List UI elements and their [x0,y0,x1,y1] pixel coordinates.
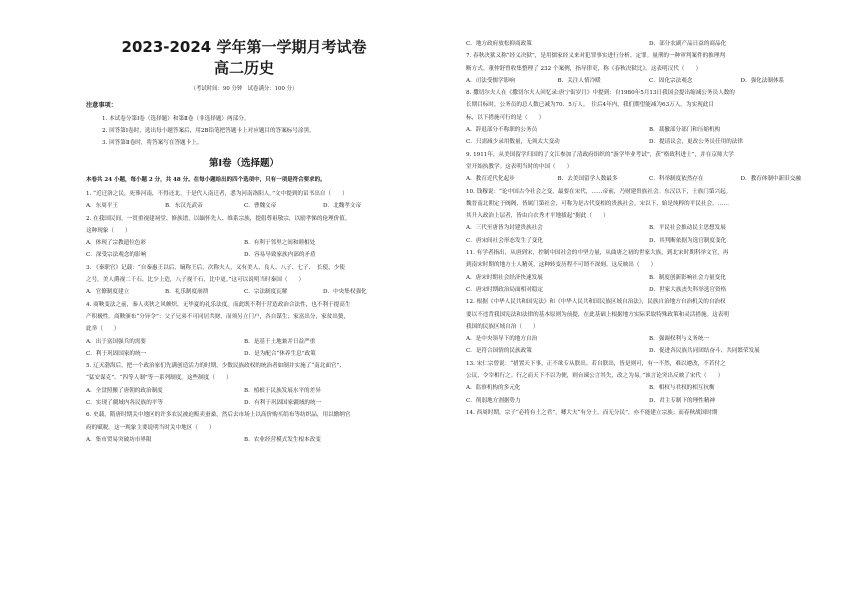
answer-option: D．强化法制体系 [740,77,785,84]
question-block [86,213,402,262]
answer-option: D．容易导致家族内部的矛盾 [244,252,316,259]
option-group [466,173,832,185]
question-stem: 10. 钱穆说：“论中国古今社会之变，最要在宋代，……帝前，乃财建贵族社会。东汉以下，士族门第兴起。 [466,188,732,195]
option-group [466,272,832,284]
answer-option: A．东周平王 [86,203,119,210]
answer-option: A．官僚制度建立 [86,289,130,296]
answer-option: D．北魏孝文帝 [323,203,362,210]
answer-option: C．科举制度依然存在 [649,176,704,183]
exam-title: 2023-2024 学年第一学期月考试卷 [121,38,367,56]
question-stem: 之号。美人爵视二千石，比少上造，八子视千石，比中更。”这可以说明当时秦国（ ） [86,277,305,284]
answer-option: A．出于富国强兵的需要 [86,338,146,345]
question-stem: 13. 宋仁宗曾说：“措置天下事，正不欲专从朕出。若自朕出，皆是则可，有一不然，难以遽改，不若付之 [466,360,726,367]
question-stem: 其升入政治上层者，皆由白衣秀才平地拔起”据此（ ） [466,213,609,220]
question-stem: 14. 西周时期，宗子“必将有土之君”，卿大夫“有分土，而无分民”，亦不能建立宗族；而春秋战国时期 [466,409,718,416]
question-stem: 魏晋南北朝定于阀阁，皆属门第社会，可称为是古代变相的贵族社会。宋以下，始是纯粹的平民社会。…… [466,200,729,207]
answer-option: A．全盘照搬了唐朝的政治制度 [86,387,163,394]
exam-subject: 高二历史 [213,59,274,77]
question-stem: 我国的民族区域自治（ ） [466,323,539,330]
answer-option: D．有利于巩固国家疆域的统一 [244,400,322,407]
question-stem: 7. 春秋决狱又称“经义决狱”，是用儒家经义来对犯罪事实进行分析、定罪。量刑的一种审判案件的推理判 [466,53,725,60]
option-group [466,333,832,345]
option-group [466,395,832,407]
option-group [86,286,402,298]
answer-option: D．是为配合“休养生息”政策 [244,350,316,357]
question-stem: 8. 撒切尔夫人在《撒切尔夫人回忆录:唐宁街岁月》中提到：自1980年5月13日我国会提出缩减公务员人数的 [466,90,735,97]
answer-option: C．宗法制度瓦解 [244,289,288,296]
answer-option: A．体现了宗教遗位色彩 [86,240,146,247]
option-group [86,200,402,212]
question-stem: 这种现象（ ） [86,227,131,234]
answer-option: C．利于巩固国家的统一 [86,350,147,357]
note-item: 3. 回答第Ⅱ卷时，将答案写在答题卡上。 [102,140,203,146]
option-group [466,284,832,296]
answer-option: B．相权与君权的相互抗衡 [649,385,715,392]
option-group [466,235,832,247]
answer-option: A．监察机构的多元化 [466,385,521,392]
answer-option: B．平民社会推动民主思想发展 [649,225,726,232]
question-stem: 3. 《秦职官》记载：“自秦惠王以后，嫡称王后，次称夫人，又有美人、良人、八子、七子、 长使、少使 [86,264,345,271]
option-group [466,136,832,148]
answer-option: C．是符合国情的民族政策 [466,348,532,355]
question-stem: 此举（ ） [86,326,120,333]
answer-option: B．裁撤部分部门和压缩机构 [649,127,721,134]
question-block [86,360,402,409]
answer-option: B．是基于土地兼并日益严重 [244,338,316,345]
question-block [86,262,402,299]
question-stem: 12. 根据《中华人民共和国宪法》和《中华人民共和国民族区域自治法》，民族自治地方自治机关的自治权 [466,299,726,306]
option-group [466,382,832,394]
answer-option: B．关注人情冷暖 [557,77,601,84]
answer-option: D．促进各民族共同团结奋斗、共同繁荣发展 [649,348,760,355]
answer-option: C．曹魏文帝 [244,203,277,210]
answer-option: B．有利于邻里之间和睦相处 [244,240,316,247]
question-stem: 堂开始执教学。这表明当时的中国（ ） [466,163,573,170]
option-group [466,38,832,50]
option-group [86,237,402,262]
answer-option: A．辞退部分不称职的公务员 [466,127,538,134]
option-group [466,222,832,234]
option-group [466,345,832,357]
answer-option: A．三代至唐皆为封建贵族社会 [466,225,543,232]
question-stem: 产积极性。商鞅颁布“分异令”：父子兄弟不可同居共财，而须另立门户，各自谋生；家富出分，家贫出赘， [86,313,350,320]
option-group [466,124,832,136]
option-group [86,434,402,446]
answer-option: B．东汉光武帝 [165,203,203,210]
note-item: 1. 本试卷分第Ⅰ卷（选择题）和第Ⅱ卷（非选择题）两部分。 [102,116,250,122]
question-stem: 5. 辽灭渤海后，把一个政治家们先满创造活力的时期，少数民族政权的统治者如制并实施了“南北面官”、 [86,363,345,370]
section-instruction: 本卷共 24 小题，每小题 2 分，共 48 分。在每小题给出的四个选项中，只有一项是符合要求的。 [86,177,326,183]
question-stem: 2. 在我国民间，一贯重视建祠堂、修族谱，以缅怀先人、维系宗族，提倡尊祖敬宗，以励孝悌的伦理价值。 [86,215,351,222]
answer-option: B．植根于民族发展水平的差异 [244,387,321,394]
question-block [86,409,402,446]
answer-option: C．唐宋时期政治局面相对稳定 [466,286,543,293]
question-list [466,38,832,419]
question-stem: 9. 1911年，从美国留学归国的了文江参加了清政府组织的“游学毕业考试”，获“格致科进士”，并在京师大学 [466,151,734,158]
answer-option: C．固化宗法观念 [649,77,693,84]
question-stem: “猛安谋克”、“四等人制”等一系列制度。这些制度（ ） [86,375,232,382]
answer-option: D．中央集权强化 [323,289,367,296]
option-group [86,336,402,361]
question-stem: 6. 史载，隋唐时期关中地区的许多农民被迫贩卖蚕桑，然后去市场上以高价购买绢布等纺织品，用以缴纳官 [86,412,351,419]
question-stem: 4. 商鞅变法之前，秦人夷狄之风颇炽，无毕夏的礼乐法度。而此既不利于营造政治合法性，也不利于提高生 [86,301,351,308]
answer-option: D．世家大族丧失科举选官资格 [649,286,727,293]
answer-option: C．地方政府放松抑商政策 [466,41,532,47]
notes-title: 注意事项： [86,102,117,109]
answer-option: A．教育近代化起步 [466,176,515,183]
answer-option: B．去美国留学人数最多 [557,176,618,183]
answer-option: B．制度创新影响社会力量变化 [649,274,726,281]
option-group [466,75,832,87]
answer-option: B．农业经营模式发生根本改变 [244,436,321,443]
answer-option: C．实现了疆域内各民族的平等 [86,400,163,407]
question-block [86,299,402,360]
answer-option: C．削弱地方割据势力 [466,397,521,404]
answer-option: A．唐宋时期社会经济快速发展 [466,274,543,281]
answer-option: A．司法受儒学影响 [466,77,515,84]
question-stem: 府的赋税。这一现象主要说明当时关中地区（ ） [86,424,215,431]
answer-option: D．君主专制下的理性精神 [649,397,716,404]
answer-option: D．教育体制中新旧交融 [740,176,801,183]
answer-option: A．是中央领导下的地方自治 [466,336,538,343]
answer-option: D．提请议会，更改公务员任用的法律 [649,139,743,146]
answer-option: B．礼乐制度崩溃 [165,289,209,296]
question-stem: 标，以下措施可行的是（ ） [466,114,545,121]
answer-option: C．唐宋间社会形态发生了变化 [466,237,543,244]
answer-option: C．只需减少录用数量，无须太大变动 [466,139,560,146]
question-stem: 要以不违背我国宪法和法律的基本原则为前提，在此基础上根据地方实际采取特殊政策和灵活措施。这表明 [466,311,729,318]
right-page [430,0,860,608]
exam-meta: （考试时间：90 分钟 试卷满分：100 分） [190,86,298,92]
question-stem: 公议，令宰相行之。行之而天下不以为便，则台谏公言其失，改之为易。”该言论突出反映了宋代（ ） [466,373,724,380]
answer-option: D．部分农副产品日益的商品化 [649,41,727,47]
answer-option: D．其判断依据为选官制度变化 [649,237,727,244]
question-stem: 1. “近迁洛之民，死葬河南，不得还北。于是代人南迁者，悉为河南洛阳人。”文中提到的诏书出自（ ） [86,191,348,197]
answer-option: A．集市贸易突破坊市界限 [86,436,152,443]
question-stem: 断方式。董仲舒曾收集整理了 232 个案例，指导律吏，称《春秋决狱比》。这表明汉代（ ） [466,65,702,72]
answer-option: C．深受宗法观念的影响 [86,252,147,259]
option-group [86,385,402,410]
answer-option: B．强调权利与义务统一 [649,336,710,343]
question-block [86,188,402,213]
question-list [86,188,402,446]
section-title: 第Ⅰ卷（选择题） [208,158,280,169]
note-item: 2. 回答第Ⅰ卷时，选出每小题答案后，用2B铅笔把答题卡上对应题目的答案标号涂黑。 [102,128,315,134]
question-stem: 到南宋时期的地方士人精英，这种转变历程不可谓不深刻。这反映出（ ） [466,262,657,269]
question-stem: 长期目标时，公务员的总人数已减为70．5万人。 往后4年内，我们期望能减为63万人。为实现此目 [466,102,714,109]
question-stem: 11. 有学者指出，从唐到宋，控制中国社会的中坚力量，从曲唐之初的世家大族，到北宋时期科举文官，再 [466,250,729,257]
